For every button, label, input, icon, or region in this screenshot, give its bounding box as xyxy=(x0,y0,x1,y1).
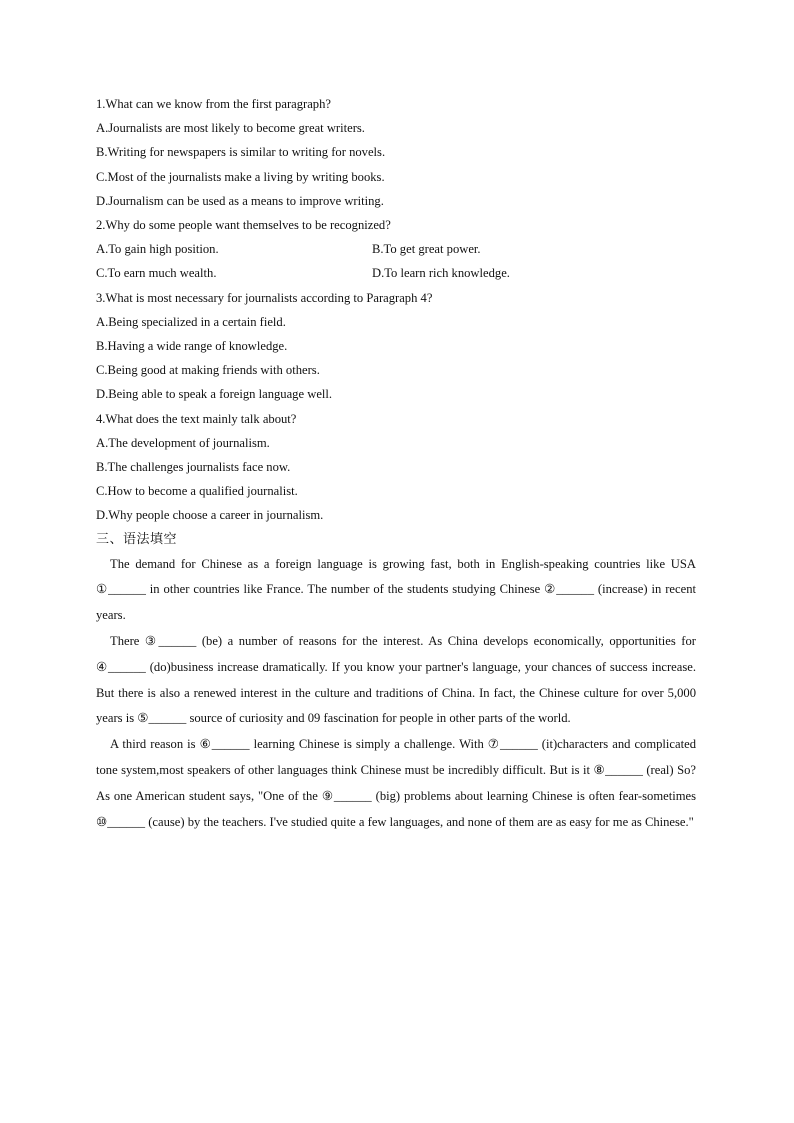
option-d: D.Journalism can be used as a means to improve writing. xyxy=(96,193,384,208)
option-row xyxy=(96,237,696,261)
question-stem: 1.What can we know from the first paragraph? xyxy=(96,97,331,111)
question-stem: 2.Why do some people want themselves to be recognized? xyxy=(96,218,391,233)
option-b: B.The challenges journalists face now. xyxy=(96,460,291,475)
option-c: C.Being good at making friends with others. xyxy=(96,363,320,378)
option-a: A.Being specialized in a certain field. xyxy=(96,314,286,329)
option-d: D.Being able to speak a foreign language well. xyxy=(96,387,333,402)
question-2 xyxy=(96,213,696,286)
passage-paragraph-3: A third reason is ⑥______ learning Chinese is simply a challenge. With ⑦______ (it)characters and complicated tone system,most speakers of other languages think Chinese must be incredibly difficult. But is it ⑧______ (real) So? As one American student says, "One of the ⑨______ (big) problems about learning Chinese is often fear-sometimes ⑩______ (cause) by the teachers. I've studied quite a few languages, and none of them are as easy for me as Chinese." xyxy=(96,737,696,829)
option-d: D.Why people choose a career in journalism. xyxy=(96,508,324,523)
option-c: C.How to become a qualified journalist. xyxy=(96,484,298,499)
question-3 xyxy=(96,286,696,407)
passage-paragraph-1: The demand for Chinese as a foreign language is growing fast, both in English-speaking countries like USA ①______ in other countries like France. The number of the students studying Chinese ②______ (increase) in recent years. xyxy=(96,556,696,623)
section-heading: 三、语法填空 xyxy=(96,531,178,547)
question-stem: 4.What does the text mainly talk about? xyxy=(96,411,297,426)
option-d: D.To learn rich knowledge. xyxy=(372,266,510,281)
option-a: A.The development of journalism. xyxy=(96,435,270,450)
question-stem: 3.What is most necessary for journalists according to Paragraph 4? xyxy=(96,290,433,305)
option-c: C.To earn much wealth. xyxy=(96,266,217,281)
option-row xyxy=(96,261,696,285)
grammar-passage xyxy=(96,552,696,836)
option-b: B.To get great power. xyxy=(372,242,481,257)
option-a: A.To gain high position. xyxy=(96,242,219,257)
option-b: B.Writing for newspapers is similar to writing for novels. xyxy=(96,145,386,160)
option-c: C.Most of the journalists make a living by writing books. xyxy=(96,169,385,184)
option-b: B.Having a wide range of knowledge. xyxy=(96,339,288,354)
passage-paragraph-2: There ③______ (be) a number of reasons for the interest. As China develops economically, opportunities for ④______ (do)business increase dramatically. If you know your partner's language, your chances of success increase. But there is also a renewed interest in the culture and traditions of China. In fact, the Chinese culture for over 5,000 years is ⑤______ source of curiosity and 09 fascination for people in other parts of the world. xyxy=(96,634,696,726)
worksheet-page xyxy=(96,92,696,835)
option-a: A.Journalists are most likely to become great writers. xyxy=(96,121,365,136)
question-4 xyxy=(96,407,696,528)
question-1 xyxy=(96,92,696,213)
